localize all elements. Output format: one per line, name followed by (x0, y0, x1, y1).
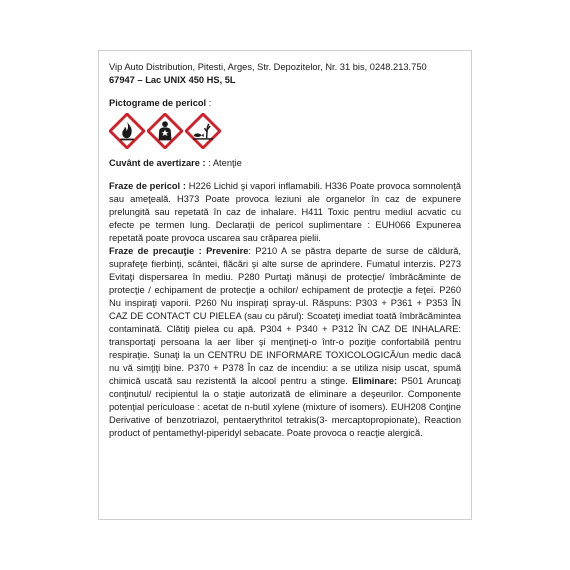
signal-word-label: Cuvânt de avertizare : (109, 158, 206, 168)
label-sheet (98, 50, 472, 520)
distributor-address: Vip Auto Distribution, Pitesti, Arges, Str. Depozitelor, Nr. 31 bis, 0248.213.750 (109, 62, 427, 72)
disposal-label: Eliminare: (352, 376, 398, 386)
hazard-text: H226 Lichid şi vapori inflamabili. H336 Poate provoca somnolenţă sau ameţeală. H373 Poate provoca leziuni ale organelor în caz de expunere prelungită sau repetată în caz de inhalare. H411 Toxic pentru mediul acvatic cu efecte pe termen lung. Declaraţii de pericol suplimentare : EUH066 Expunerea repetată poate provoca uscarea sau crăparea pielii. (109, 181, 461, 243)
precaution-label: Fraze de precauţie : Prevenire (109, 246, 249, 256)
flame-icon (109, 113, 145, 149)
hazard-statements (109, 180, 461, 245)
pictogram-label-suffix: : (206, 98, 212, 108)
label-content (109, 61, 461, 440)
hazard-label: Fraze de pericol : (109, 181, 186, 191)
precaution-text-2: P501 Aruncaţi conţinutul/ recipientul la o staţie autorizată de eliminare a deşeurilor. Componente potenţial periculoase : acetat de n-butil xylene (mixture of isomers). EUH208 Conţine Derivative of benzotriazol, pentaerythritol tetrakis(3- mercaptopropionate), Reaction product of pentamethyl-piperidyl sebacate. Poate provoca o reacţie alergică. (109, 376, 461, 438)
signal-word-value: : Atenţie (205, 158, 242, 168)
precaution-statements (109, 245, 461, 440)
pictogram-heading (109, 97, 461, 110)
environment-icon (185, 113, 221, 149)
pictogram-row (109, 113, 461, 153)
pictogram-label: Pictograme de pericol (109, 98, 207, 108)
health-hazard-icon (147, 113, 183, 149)
precaution-text-1: : P210 A se păstra departe de surse de căldură, suprafeţe fierbinţi, scântei, flăcări şi alte surse de aprindere. Fumatul interzis. P273 Evitaţi dispersarea în mediu. P280 Purtaţi mănuşi de protecţie/ îmbrăcăminte de protecţie / echipament de protecţie a ochilor/ echipament de protecţie a feţei. P260 Nu inspiraţi vaporii. P260 Nu inspiraţi spray-ul. Răspuns: P303 + P361 + P353 ÎN CAZ DE CONTACT CU PIELEA (sau cu părul): Scoateţi imediat toată îmbrăcămintea contaminată. Clătiţi pielea cu apă. P304 + P340 + P312 ÎN CAZ DE INHALARE: transportaţi persoana la aer liber şi menţineţi-o într-o poziţie confortabilă pentru respiraţie. Sunaţi la un CENTRU DE INFORMARE TOXICOLOGICĂ/un medic dacă nu vă simţiţi bine. P370 + P378 În caz de incendiu: a se utiliza nisip uscat, spumă chimică uscată sau rezistentă la alcool pentru a stinge. (109, 246, 462, 386)
product-name: 67947 – Lac UNIX 450 HS, 5L (109, 75, 236, 85)
signal-word-line (109, 157, 461, 170)
